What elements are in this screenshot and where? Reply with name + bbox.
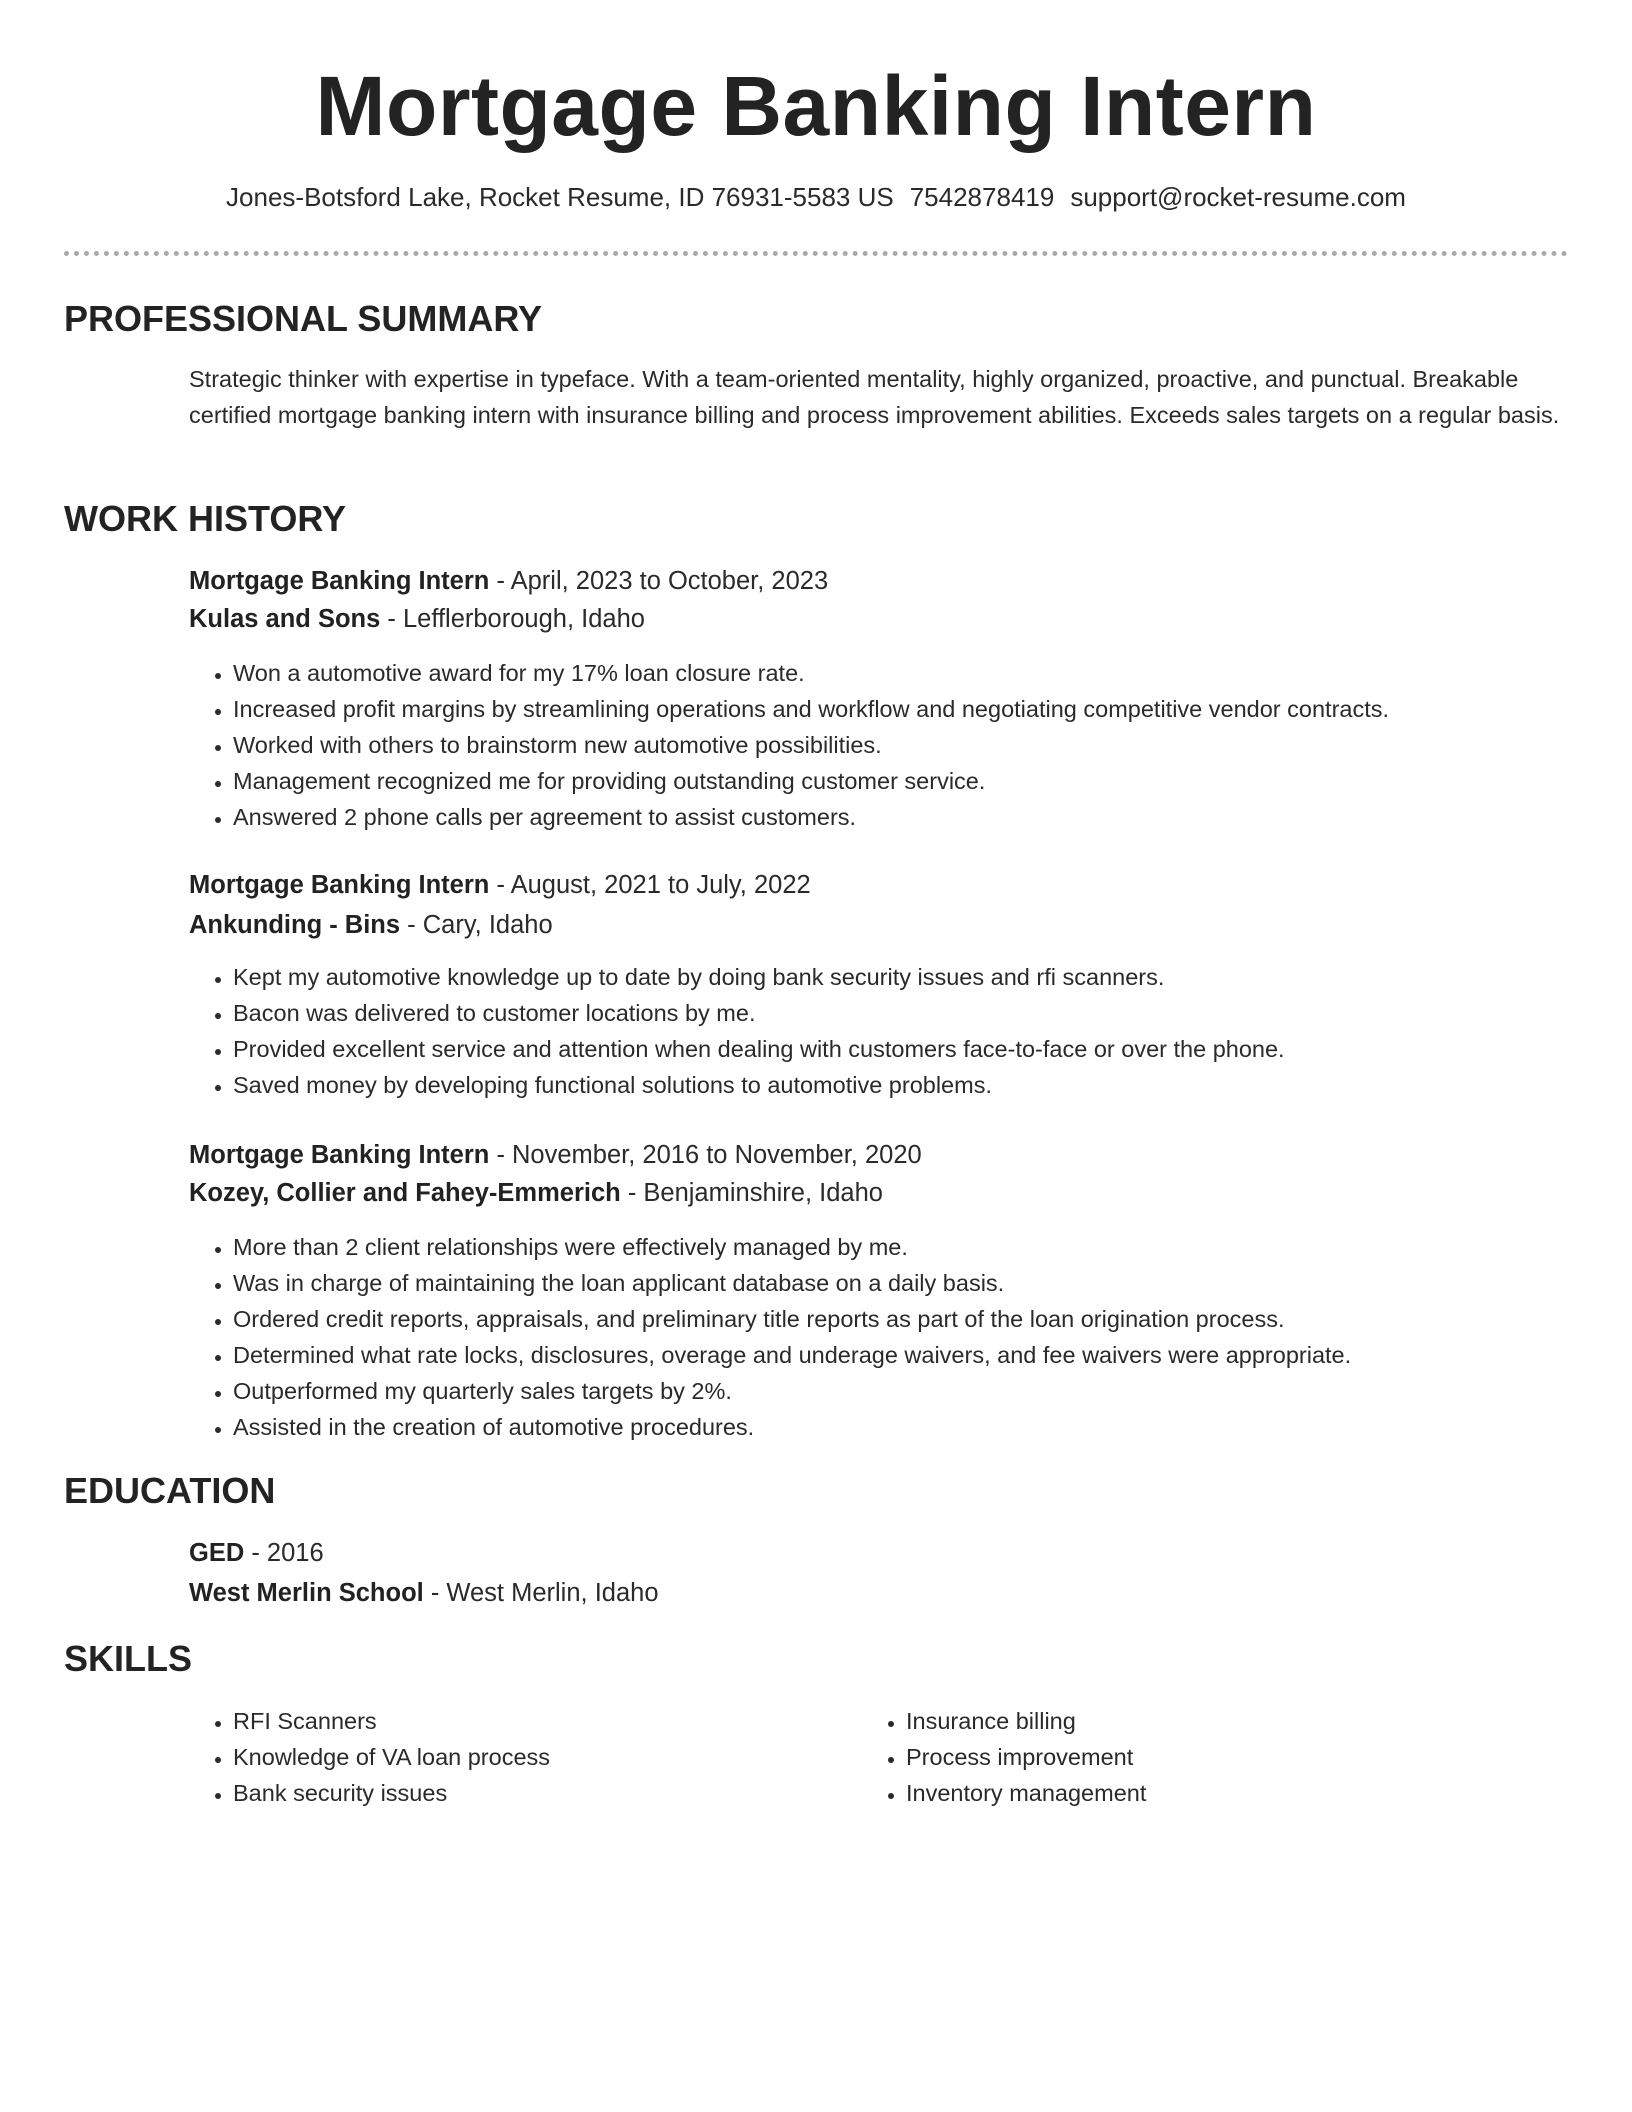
list-item: • Bacon was delivered to customer locations by me. [233,995,1285,1031]
job-company: Kozey, Collier and Fahey-Emmerich [189,1179,621,1207]
summary-text: Strategic thinker with expertise in typeface. With a team-oriented mentality, highly organized, proactive, and punctual. Breakable certified mortgage banking intern with insurance billing and process improvement abilities. Exceeds sales targets on a regular basis. [189,366,1560,428]
job-company: Kulas and Sons [189,605,381,633]
job-bullets [189,1229,1351,1445]
list-item: • Outperformed my quarterly sales targets by 2%. [233,1373,1351,1409]
list-item: • Provided excellent service and attention when dealing with customers face-to-face or over the phone. [233,1031,1285,1067]
list-item: • Determined what rate locks, disclosures, overage and underage waivers, and fee waivers were appropriate. [233,1337,1351,1373]
contact-phone: 7542878419 [909,182,1055,212]
education-heading: EDUCATION [64,1470,276,1511]
job-location: - Lefflerborough, Idaho [380,605,645,633]
job-company-line [189,1175,883,1211]
header-divider [64,251,1568,256]
job-bullets [189,959,1285,1103]
skill-item: • Knowledge of VA loan process [233,1739,550,1775]
list-item: • Management recognized me for providing outstanding customer service. [233,763,1389,799]
list-item: • Saved money by developing functional solutions to automotive problems. [233,1067,1285,1103]
contact-address: Jones-Botsford Lake, Rocket Resume, ID 76931-5583 US [226,182,894,212]
job-dates: - April, 2023 to October, 2023 [489,567,829,595]
list-item: • Increased profit margins by streamlining operations and workflow and negotiating competitive vendor contracts. [233,691,1389,727]
list-item: • Won a automotive award for my 17% loan closure rate. [233,655,1389,691]
job-title-line [189,867,811,903]
job-bullets [189,655,1389,835]
list-item: • Was in charge of maintaining the loan applicant database on a daily basis. [233,1265,1351,1301]
education-school-line [189,1575,659,1611]
skills-list-left [189,1703,550,1811]
job-dates: - November, 2016 to November, 2020 [489,1141,922,1169]
resume-title: Mortgage Banking Intern [315,59,1317,153]
education-year: - 2016 [244,1539,324,1567]
education-degree: GED [189,1539,245,1567]
job-title: Mortgage Banking Intern [189,871,490,899]
job-company: Ankunding - Bins [189,911,401,939]
list-item: • More than 2 client relationships were effectively managed by me. [233,1229,1351,1265]
skill-item: • RFI Scanners [233,1703,550,1739]
list-item: • Assisted in the creation of automotive procedures. [233,1409,1351,1445]
contact-email: support@rocket-resume.com [1070,182,1406,212]
job-location: - Cary, Idaho [400,911,553,939]
job-company-line [189,601,645,637]
job-title-line [189,563,828,599]
list-item: • Answered 2 phone calls per agreement to assist customers. [233,799,1389,835]
contact-line [0,180,1632,214]
job-company-line [189,907,553,943]
skills-list-right [862,1703,1146,1811]
list-item: • Kept my automotive knowledge up to date by doing bank security issues and rfi scanners. [233,959,1285,995]
skill-item: • Insurance billing [906,1703,1146,1739]
list-item: • Worked with others to brainstorm new automotive possibilities. [233,727,1389,763]
skill-item: • Inventory management [906,1775,1146,1811]
job-title-line [189,1137,922,1173]
list-item: • Ordered credit reports, appraisals, and preliminary title reports as part of the loan origination process. [233,1301,1351,1337]
job-location: - Benjaminshire, Idaho [620,1179,883,1207]
summary-heading: PROFESSIONAL SUMMARY [64,298,543,339]
skill-item: • Process improvement [906,1739,1146,1775]
skills-heading: SKILLS [64,1638,193,1679]
job-title: Mortgage Banking Intern [189,1141,490,1169]
job-title: Mortgage Banking Intern [189,567,490,595]
work-history-heading: WORK HISTORY [64,498,347,539]
education-degree-line [189,1535,324,1571]
education-school: West Merlin School [189,1579,424,1607]
job-dates: - August, 2021 to July, 2022 [489,871,811,899]
education-location: - West Merlin, Idaho [423,1579,659,1607]
skill-item: • Bank security issues [233,1775,550,1811]
